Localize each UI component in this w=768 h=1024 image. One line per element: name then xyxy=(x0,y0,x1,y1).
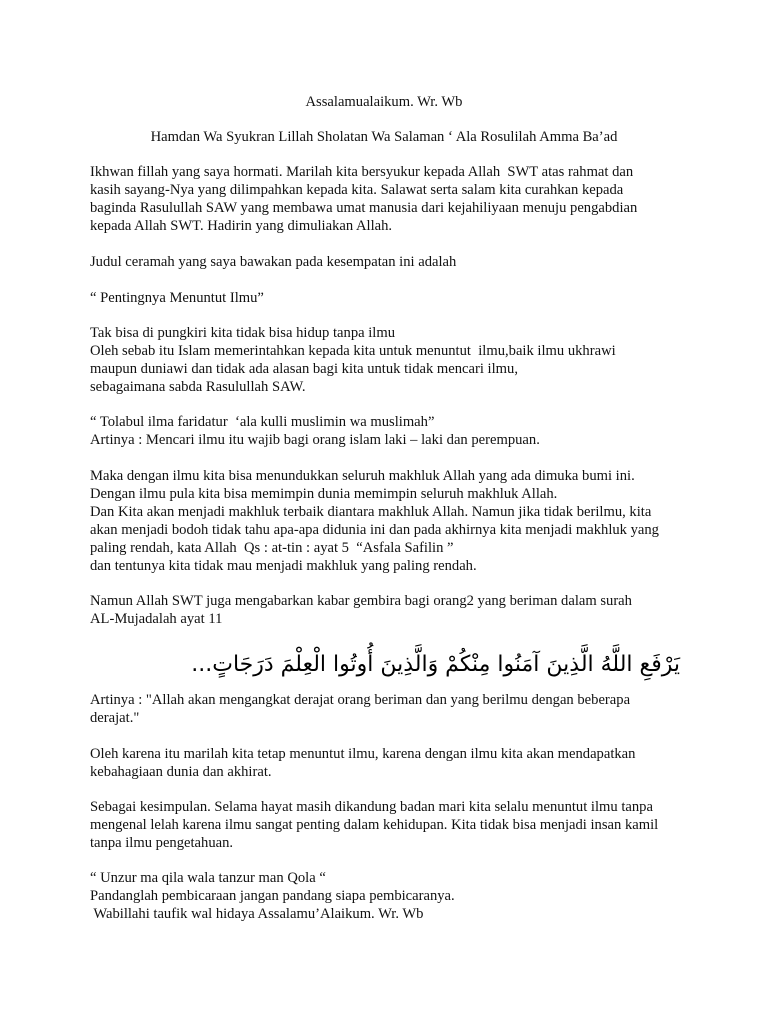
para6-line: mengenal lelah karena ilmu sangat penting dalam kehidupan. Kita tidak bisa menjadi insan kamil xyxy=(90,817,659,833)
para4-line: Namun Allah SWT juga mengabarkan kabar gembira bagi orang2 yang beriman dalam surah xyxy=(90,593,632,609)
para3-line: Maka dengan ilmu kita bisa menundukkan seluruh makhluk Allah yang ada dimuka bumi ini. xyxy=(90,468,635,484)
hadith-quote: “ Tolabul ilma faridatur ‘ala kulli muslimin wa muslimah” xyxy=(90,414,435,430)
opening-line: Hamdan Wa Syukran Lillah Sholatan Wa Salaman ‘ Ala Rosulilah Amma Ba’ad xyxy=(150,129,618,145)
verse-translation-line: derajat." xyxy=(90,710,140,726)
closing-quote: “ Unzur ma qila wala tanzur man Qola “ xyxy=(90,870,326,886)
para6-line: Sebagai kesimpulan. Selama hayat masih dikandung badan mari kita selalu menuntut ilmu tanpa xyxy=(90,799,653,815)
para1-line: baginda Rasulullah SAW yang membawa umat manusia dari kejahiliyaan menuju pengabdian xyxy=(90,200,638,216)
arabic-verse: يَرْفَعِ اللَّهُ الَّذِينَ آمَنُوا مِنْكُمْ وَالَّذِينَ أُوتُوا الْعِلْمَ دَرَجَاتٍ... xyxy=(191,652,680,677)
para2-line: maupun duniawi dan tidak ada alasan bagi kita untuk tidak mencari ilmu, xyxy=(90,361,518,377)
para3-line: akan menjadi bodoh tidak tahu apa-apa didunia ini dan pada akhirnya kita menjadi makhluk yang xyxy=(90,522,659,538)
hadith-translation: Artinya : Mencari ilmu itu wajib bagi orang islam laki – laki dan perempuan. xyxy=(90,432,540,448)
closing-translation: Pandanglah pembicaraan jangan pandang siapa pembicaranya. xyxy=(90,888,455,904)
para2-line: Oleh sebab itu Islam memerintahkan kepada kita untuk menuntut ilmu,baik ilmu ukhrawi xyxy=(90,343,616,359)
para1-line: kepada Allah SWT. Hadirin yang dimuliakan Allah. xyxy=(90,218,393,234)
title-intro: Judul ceramah yang saya bawakan pada kesempatan ini adalah xyxy=(90,254,457,270)
para4-line: AL-Mujadalah ayat 11 xyxy=(90,611,223,627)
sermon-title: “ Pentingnya Menuntut Ilmu” xyxy=(90,290,264,306)
para3-line: Dan Kita akan menjadi makhluk terbaik diantara makhluk Allah. Namun jika tidak berilmu, kita xyxy=(90,504,652,520)
closing-salam: Wabillahi taufik wal hidaya Assalamu’Alaikum. Wr. Wb xyxy=(90,906,424,922)
para5-line: Oleh karena itu marilah kita tetap menuntut ilmu, karena dengan ilmu kita akan mendapatkan xyxy=(90,746,636,762)
verse-translation-line: Artinya : "Allah akan mengangkat derajat orang beriman dan yang berilmu dengan beberapa xyxy=(90,692,631,708)
para2-line: Tak bisa di pungkiri kita tidak bisa hidup tanpa ilmu xyxy=(90,325,395,341)
para5-line: kebahagiaan dunia dan akhirat. xyxy=(90,764,272,780)
para1-line: Ikhwan fillah yang saya hormati. Marilah kita bersyukur kepada Allah SWT atas rahmat dan xyxy=(90,164,634,180)
para6-line: tanpa ilmu pengetahuan. xyxy=(90,835,234,851)
para3-line: Dengan ilmu pula kita bisa memimpin dunia memimpin seluruh makhluk Allah. xyxy=(90,486,558,502)
para1-line: kasih sayang-Nya yang dilimpahkan kepada kita. Salawat serta salam kita curahkan kepada xyxy=(90,182,624,198)
para3-line: dan tentunya kita tidak mau menjadi makhluk yang paling rendah. xyxy=(90,558,477,574)
greeting-heading: Assalamualaikum. Wr. Wb xyxy=(305,94,463,110)
para2-line: sebagaimana sabda Rasulullah SAW. xyxy=(90,379,306,395)
para3-line: paling rendah, kata Allah Qs : at-tin : ayat 5 “Asfala Safilin ” xyxy=(90,540,454,556)
